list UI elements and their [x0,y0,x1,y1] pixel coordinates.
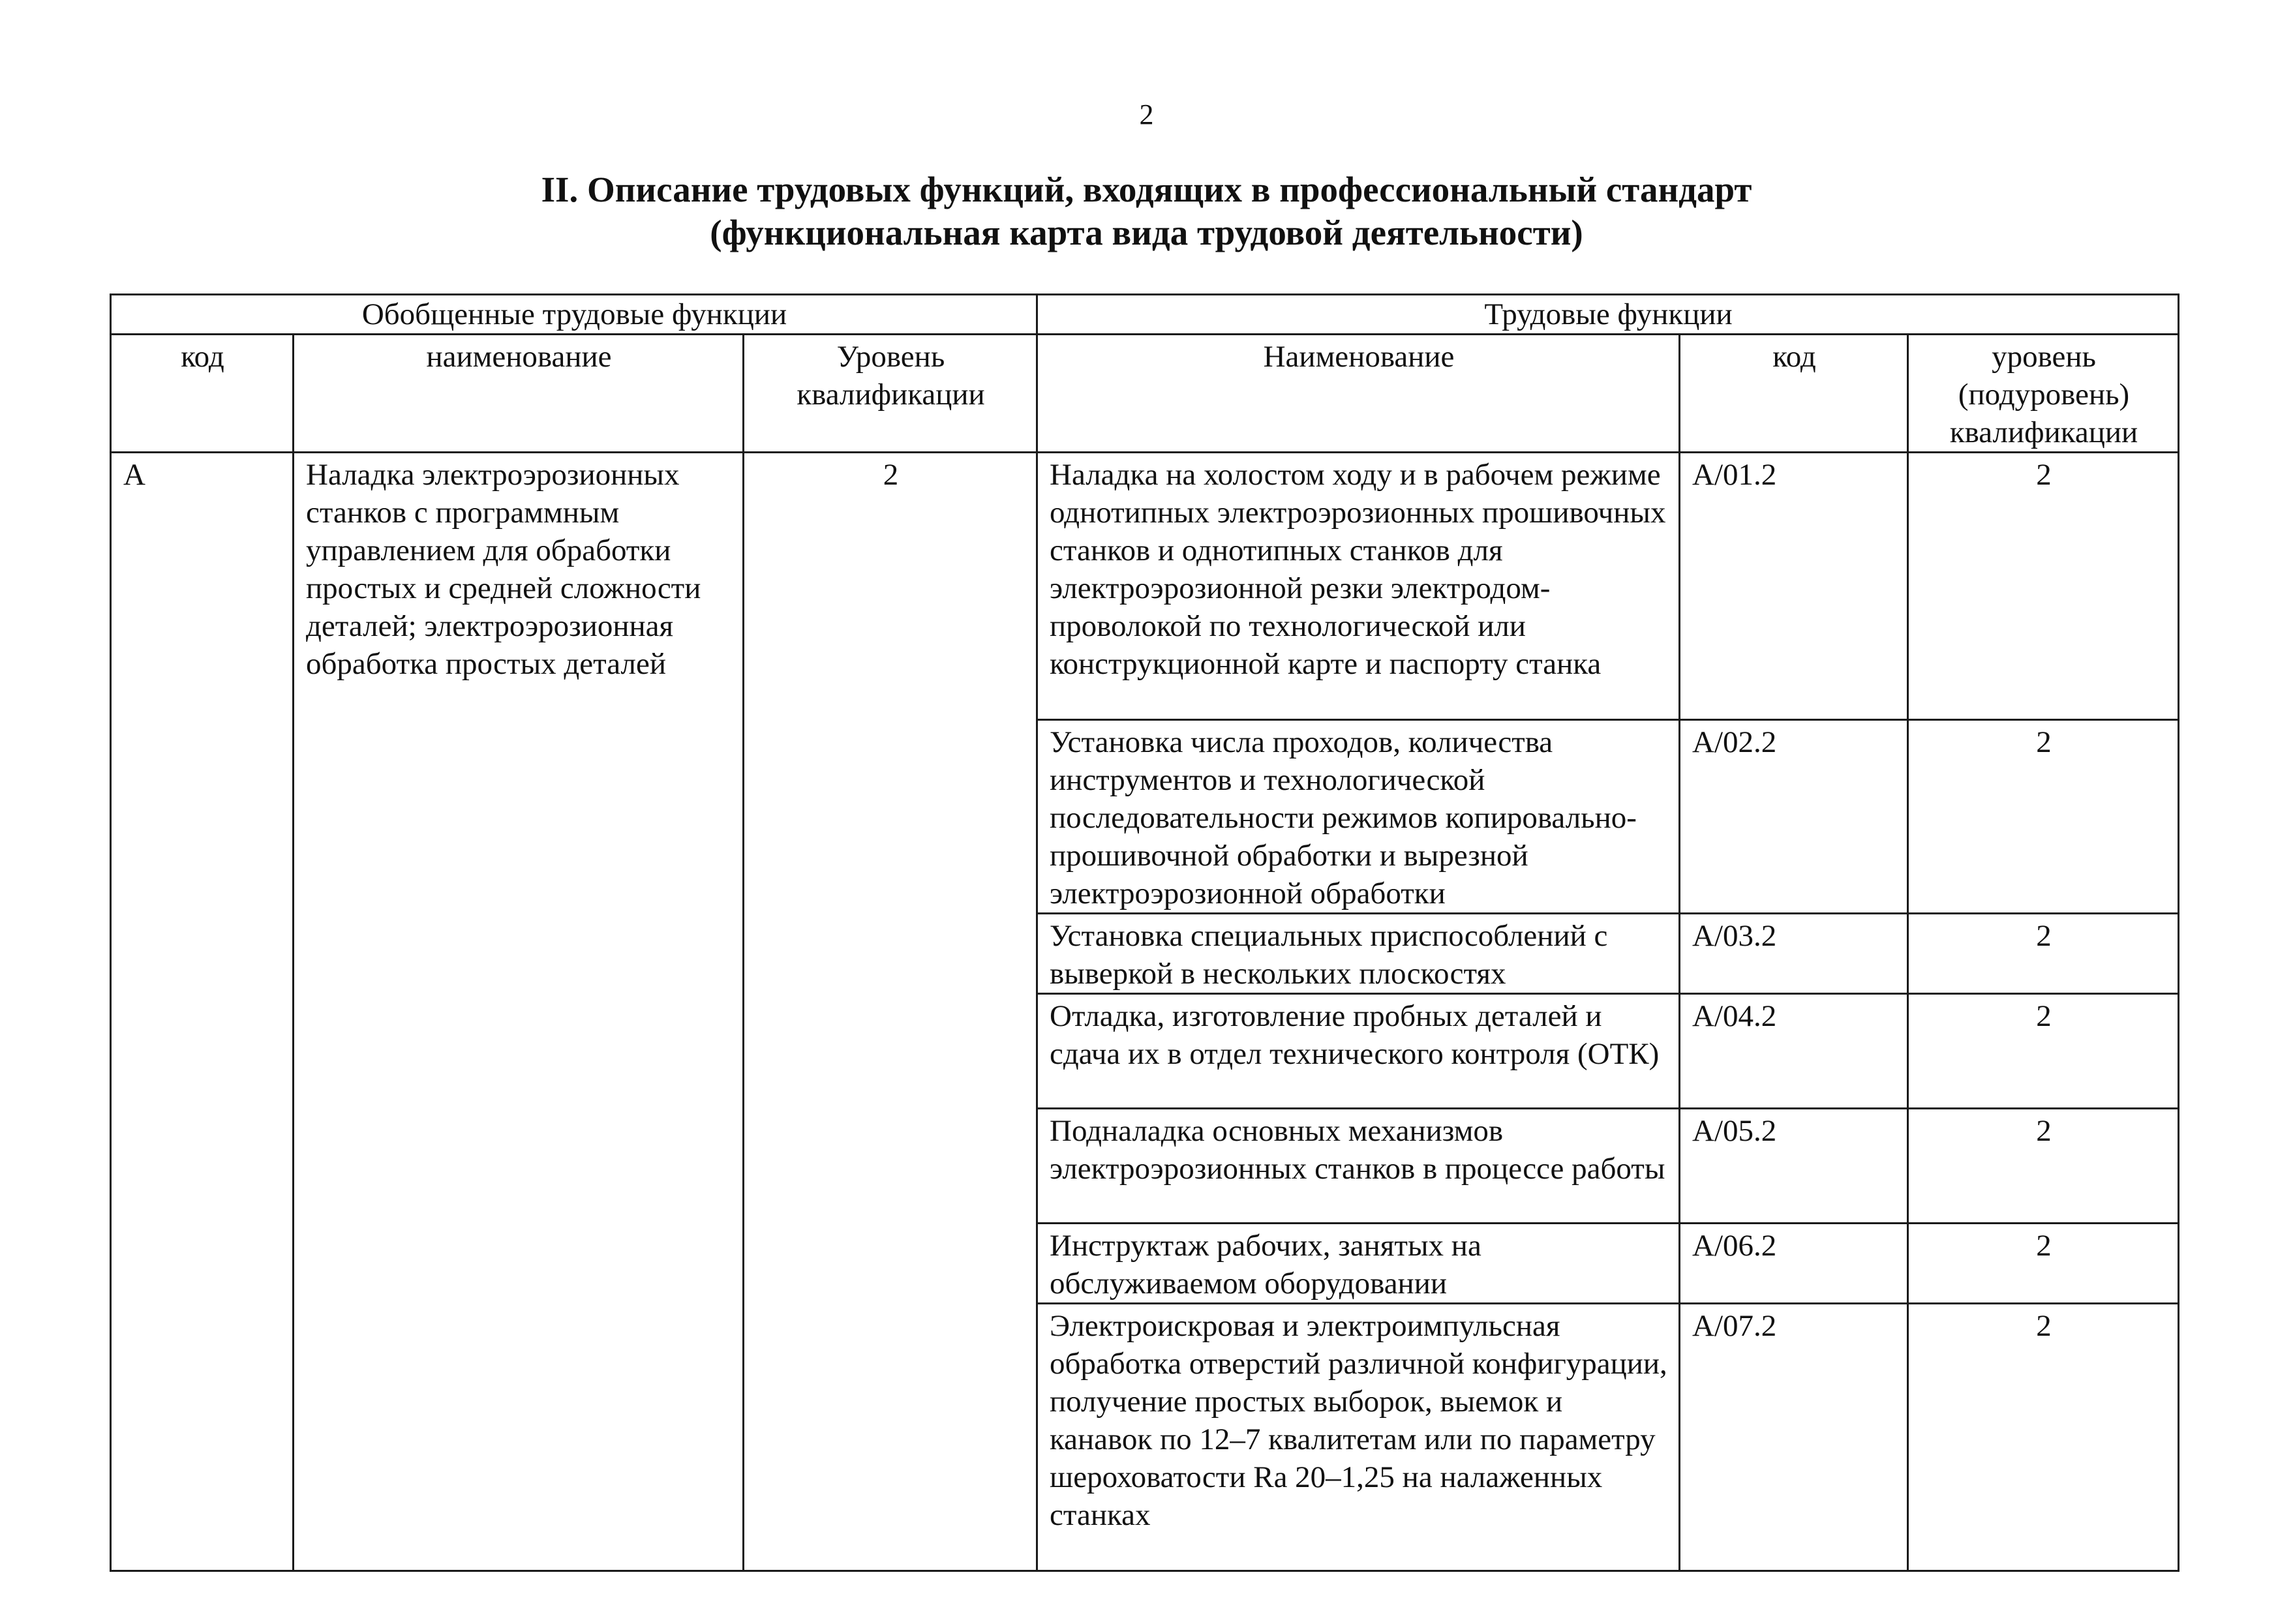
header-tf-code: код [1680,335,1908,453]
tf-level: 2 [1908,1109,2179,1224]
page-number: 2 [1139,98,1154,130]
gen-function-level: 2 [744,453,1037,1571]
tf-code: A/06.2 [1680,1224,1908,1304]
tf-code: A/05.2 [1680,1109,1908,1224]
tf-level: 2 [1908,914,2179,994]
tf-name: Наладка на холостом ходу и в рабочем режиме однотипных электроэрозионных прошивочных станков и однотипных станков для электроэрозионной резки электродом-проволокой по технологической или конструкционной карте и паспорту станка [1037,453,1680,720]
page-title-line-2: (функциональная карта вида трудовой деятельности) [710,213,1583,252]
tf-level: 2 [1908,1304,2179,1571]
gen-function-name: Наладка электроэрозионных станков с программным управлением для обработки простых и средней сложности деталей; электроэрозионная обработка простых деталей [294,453,744,1571]
functional-map-table [110,293,2179,1572]
page-title-line-1: II. Описание трудовых функций, входящих в профессиональный стандарт [541,170,1752,209]
header-gen-level: Уровень квалификации [744,335,1037,453]
header-generalized-functions: Обобщенные трудовые функции [111,295,1037,335]
group-header-row [111,295,2179,335]
header-gen-code: код [111,335,294,453]
table-row [111,453,2179,720]
tf-level: 2 [1908,1224,2179,1304]
tf-level: 2 [1908,994,2179,1109]
tf-level: 2 [1908,720,2179,914]
tf-name: Установка числа проходов, количества инструментов и технологической последовательности режимов копировально-прошивочной обработки и вырезной электроэрозионной обработки [1037,720,1680,914]
tf-name: Инструктаж рабочих, занятых на обслуживаемом оборудовании [1037,1224,1680,1304]
tf-code: A/04.2 [1680,994,1908,1109]
header-tf-name: Наименование [1037,335,1680,453]
gen-function-code: A [111,453,294,1571]
page-title [0,168,2293,254]
column-header-row [111,335,2179,453]
tf-code: A/01.2 [1680,453,1908,720]
tf-code: A/02.2 [1680,720,1908,914]
tf-level: 2 [1908,453,2179,720]
header-gen-name: наименование [294,335,744,453]
header-labor-functions: Трудовые функции [1037,295,2179,335]
tf-name: Электроискровая и электроимпульсная обработка отверстий различной конфигурации, получение простых выборок, выемок и канавок по 12–7 квалитетам или по параметру шероховатости Ra 20–1,25 на налаженных станках [1037,1304,1680,1571]
tf-name: Подналадка основных механизмов электроэрозионных станков в процессе работы [1037,1109,1680,1224]
tf-name: Установка специальных приспособлений с выверкой в нескольких плоскостях [1037,914,1680,994]
tf-name: Отладка, изготовление пробных деталей и сдача их в отдел технического контроля (ОТК) [1037,994,1680,1109]
tf-code: A/03.2 [1680,914,1908,994]
header-tf-level: уровень (подуровень) квалификации [1908,335,2179,453]
tf-code: A/07.2 [1680,1304,1908,1571]
